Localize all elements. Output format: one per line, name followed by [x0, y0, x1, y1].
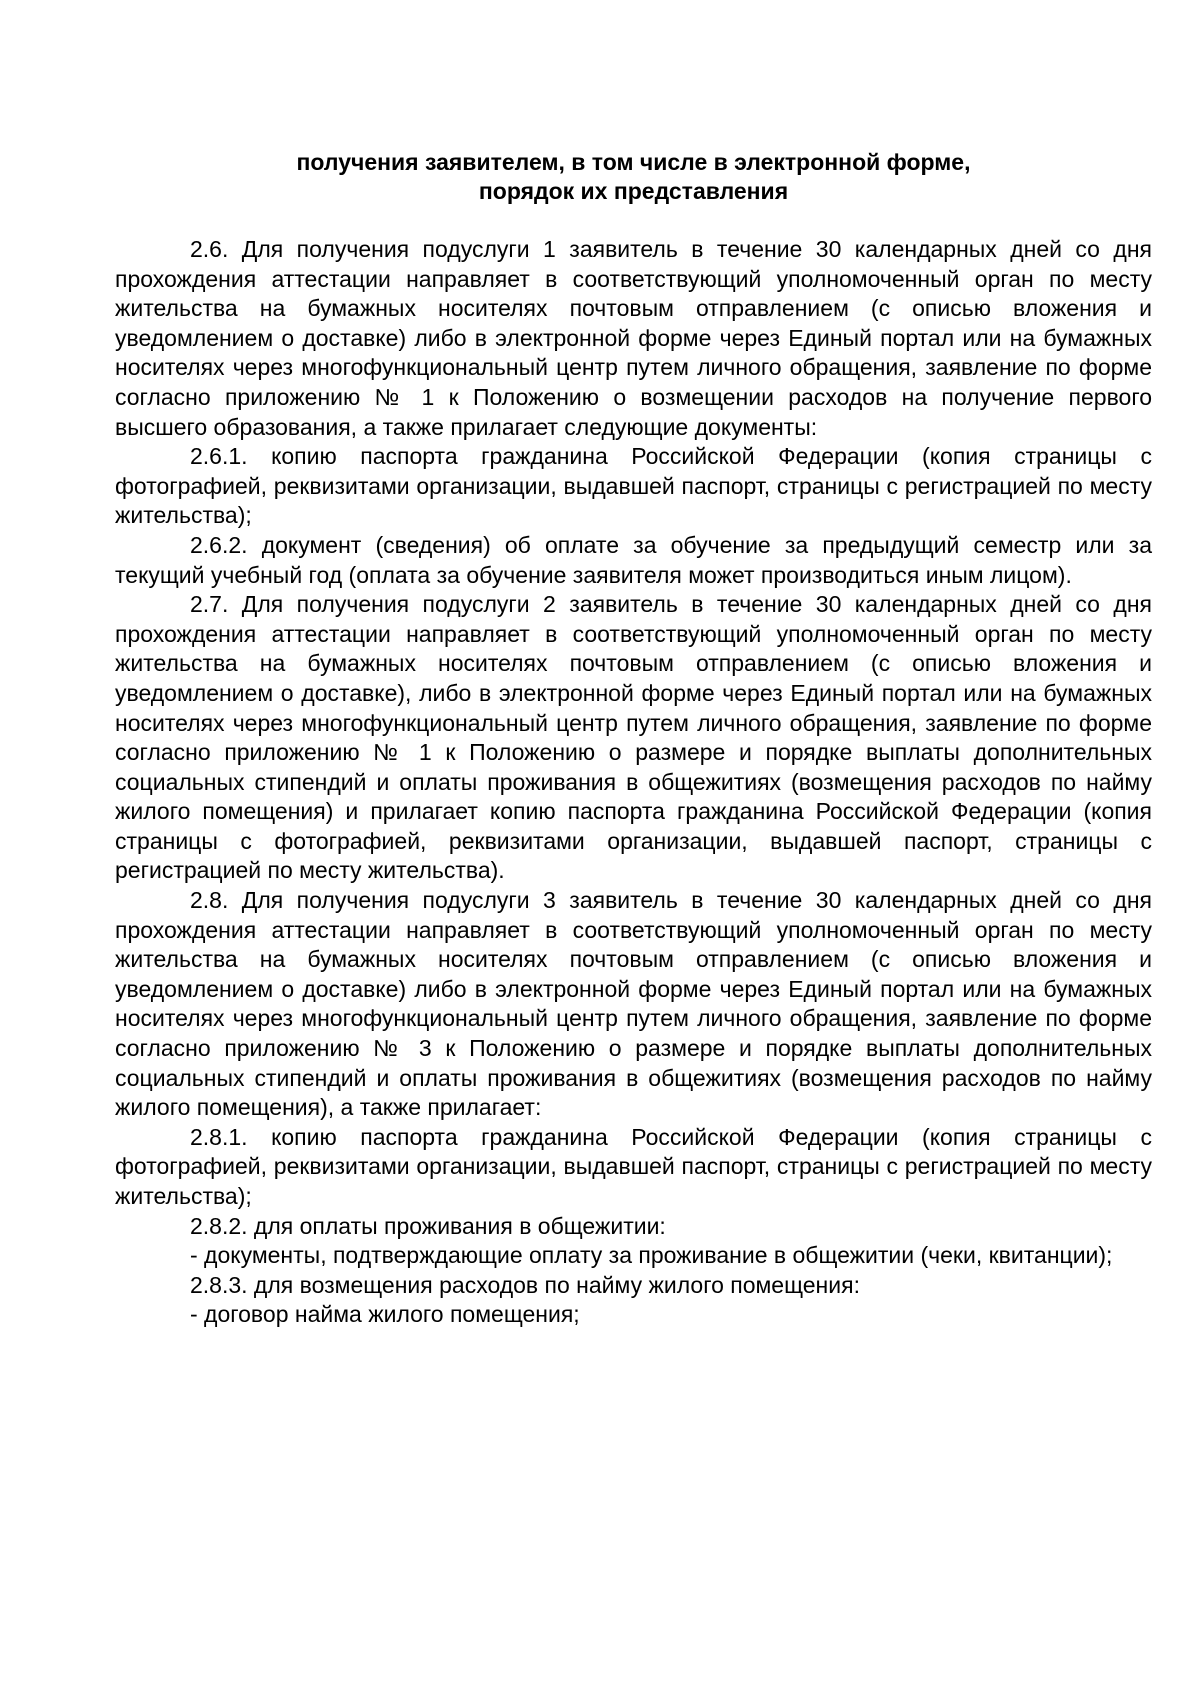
paragraph-2-6: 2.6. Для получения подуслуги 1 заявитель в течение 30 календарных дней со дня прохождения аттестации направляет в соответствующий уполномоченный орган по месту жительства на бумажных носителях почтовым отправлением (с описью вложения и уведомлением о доставке) либо в электронной форме через Единый портал или на бумажных носителях через многофункциональный центр путем личного обращения, заявление по форме согласно приложению № 1 к Положению о возмещении расходов на получение первого высшего образования, а также прилагает следующие документы: — [115, 236, 1152, 440]
paragraph-2-8-1: 2.8.1. копию паспорта гражданина Российской Федерации (копия страницы с фотографией, реквизитами организации, выдавшей паспорт, страницы с регистрацией по месту жительства); — [115, 1123, 1152, 1209]
paragraph-2-7: 2.7. Для получения подуслуги 2 заявитель в течение 30 календарных дней со дня прохождения аттестации направляет в соответствующий уполномоченный орган по месту жительства на бумажных носителях почтовым отправлением (с описью вложения и уведомлением о доставке), либо в электронной форме через Единый портал или на бумажных носителях через многофункциональный центр путем личного обращения, заявление по форме согласно приложению № 1 к Положению о размере и порядке выплаты дополнительных социальных стипендий и оплаты проживания в общежитиях (возмещения расходов по найму жилого помещения) и прилагает копию паспорта гражданина Российской Федерации (копия страницы с фотографией, реквизитами организации, выдавшей паспорт, страницы с регистрацией по месту жительства). — [115, 591, 1152, 884]
section-heading — [115, 148, 1152, 206]
document-page — [115, 148, 1152, 1330]
list-item-receipts: - документы, подтверждающие оплату за проживание в общежитии (чеки, квитанции); — [190, 1242, 1113, 1269]
paragraph-2-6-1: 2.6.1. копию паспорта гражданина Российской Федерации (копия страницы с фотографией, реквизитами организации, выдавшей паспорт, страницы с регистрацией по месту жительства); — [115, 443, 1152, 529]
list-item-rental-contract: - договор найма жилого помещения; — [190, 1301, 580, 1328]
heading-line-2: порядок их представления — [478, 178, 789, 204]
document-body — [115, 235, 1152, 1330]
heading-line-1: получения заявителем, в том числе в электронной форме, — [296, 149, 971, 175]
paragraph-2-6-2: 2.6.2. документ (сведения) об оплате за обучение за предыдущий семестр или за текущий учебный год (оплата за обучение заявителя может производиться иным лицом). — [115, 531, 1152, 588]
paragraph-2-8: 2.8. Для получения подуслуги 3 заявитель в течение 30 календарных дней со дня прохождения аттестации направляет в соответствующий уполномоченный орган по месту жительства на бумажных носителях почтовым отправлением (с описью вложения и уведомлением о доставке) либо в электронной форме через Единый портал или на бумажных носителях через многофункциональный центр путем личного обращения, заявление по форме согласно приложению № 3 к Положению о размере и порядке выплаты дополнительных социальных стипендий и оплаты проживания в общежитиях (возмещения расходов по найму жилого помещения), а также прилагает: — [115, 887, 1152, 1121]
paragraph-2-8-3: 2.8.3. для возмещения расходов по найму жилого помещения: — [190, 1271, 860, 1298]
paragraph-2-8-2: 2.8.2. для оплаты проживания в общежитии: — [190, 1212, 666, 1239]
